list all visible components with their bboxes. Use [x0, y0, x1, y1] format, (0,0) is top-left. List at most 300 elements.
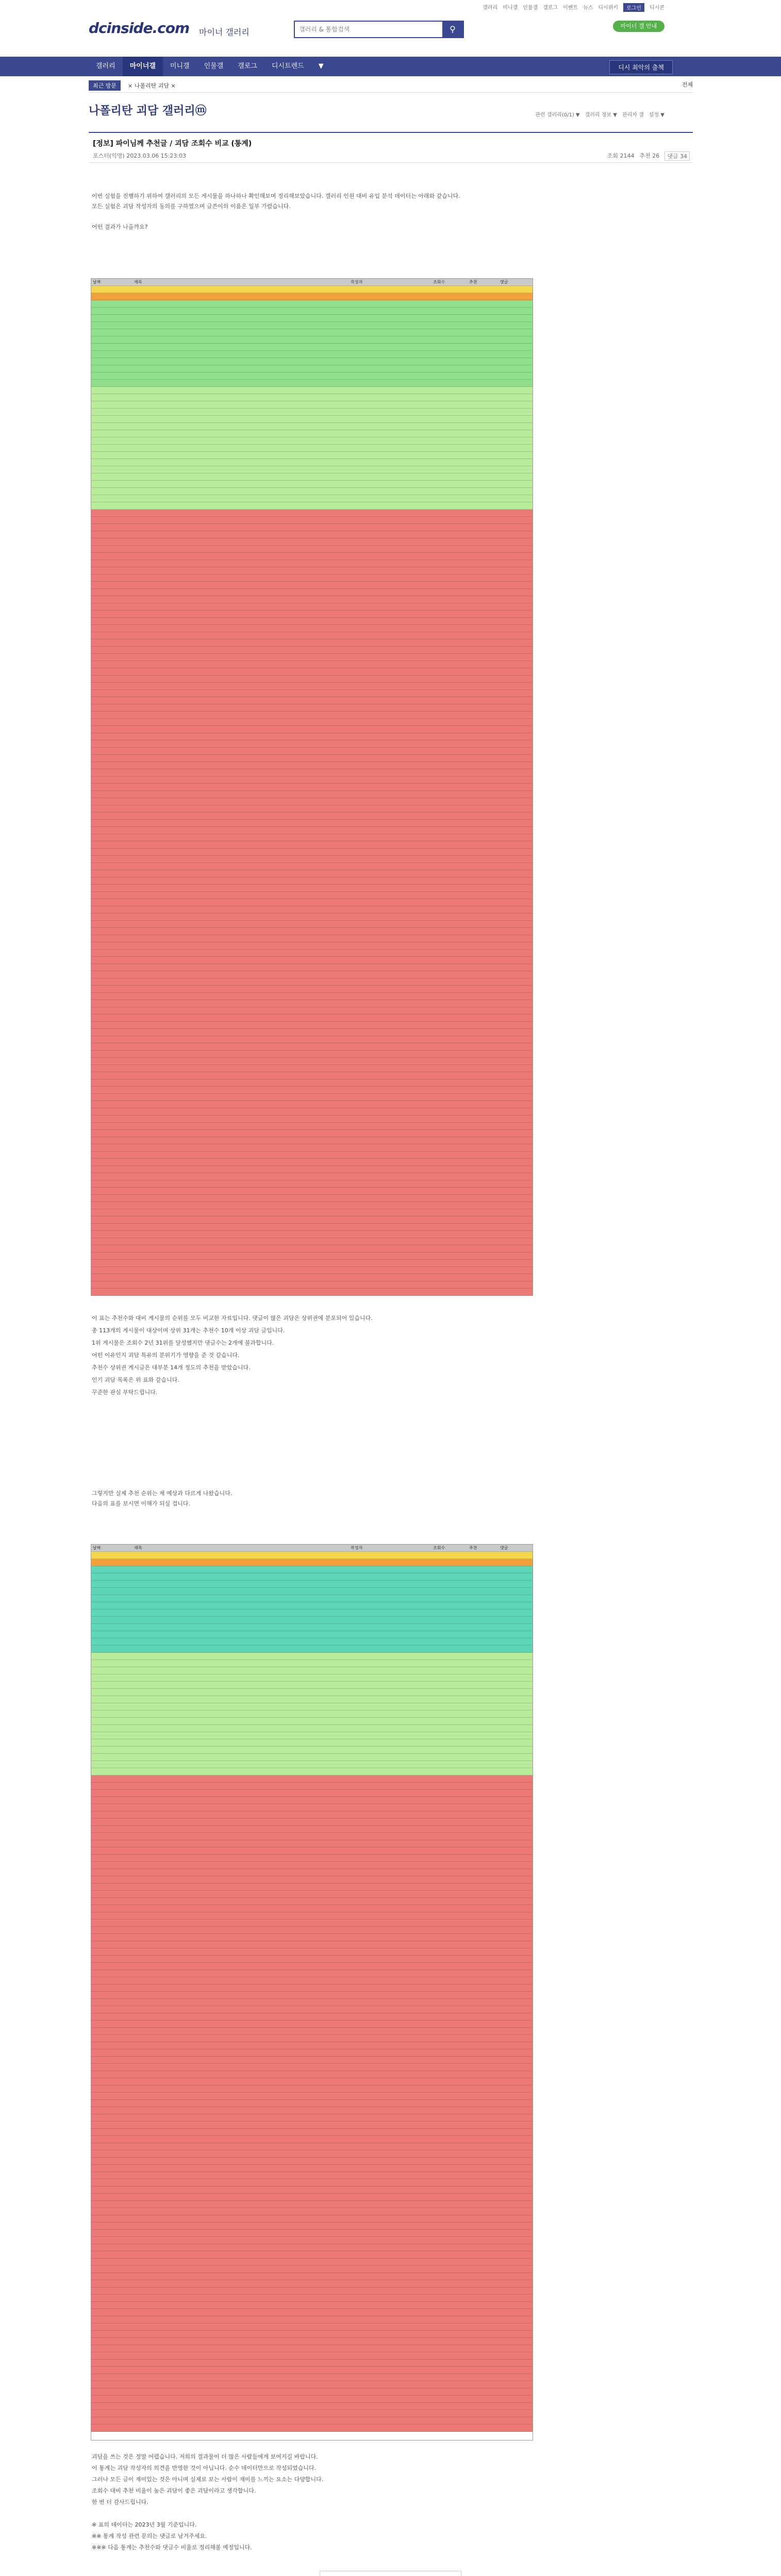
table-row — [91, 935, 533, 942]
table-row — [91, 387, 533, 394]
table-header-cell: 추천 — [469, 1546, 477, 1550]
table-row — [91, 2287, 533, 2295]
table-row — [91, 2425, 533, 2432]
table-row — [91, 437, 533, 445]
table-row — [91, 2417, 533, 2425]
table-row — [91, 776, 533, 784]
table-row — [91, 870, 533, 877]
gnb-link-2[interactable]: 인물갤 — [523, 5, 538, 11]
table-row — [91, 1768, 533, 1775]
table-row — [91, 1094, 533, 1101]
site-logo[interactable]: dcinside.com — [89, 20, 190, 37]
table-row — [91, 1682, 533, 1689]
table-row — [91, 899, 533, 906]
gnb-link-4[interactable]: 이벤트 — [563, 5, 578, 11]
table-row — [91, 971, 533, 978]
mid-line: 총 113개의 게시물이 대상이며 상위 31개는 추천수 10개 이상 괴담 글입니다. — [92, 1327, 285, 1334]
table-row — [91, 2295, 533, 2302]
table-row — [91, 1274, 533, 1281]
table-row — [91, 769, 533, 776]
table-row — [91, 2006, 533, 2013]
table-header-cell: 댓글 — [500, 1546, 508, 1550]
table-row — [91, 2309, 533, 2316]
table-row — [91, 546, 533, 553]
table-row — [91, 2302, 533, 2309]
table-row — [91, 531, 533, 538]
end-line: 그러나 모든 글이 재미있는 것은 아니며 실제로 보는 사람이 재미를 느끼는 요소는 다양합니다. — [92, 2476, 324, 2483]
table-row — [91, 481, 533, 488]
table-row — [91, 466, 533, 473]
table-row — [91, 1029, 533, 1036]
table-row — [91, 1072, 533, 1079]
stats-table-1 — [91, 278, 533, 1296]
table-row — [91, 315, 533, 322]
table-row — [91, 351, 533, 358]
table-row — [91, 2244, 533, 2251]
table-row — [91, 2223, 533, 2230]
table-row — [91, 2396, 533, 2403]
table-row — [91, 1595, 533, 1602]
table-row — [91, 1783, 533, 1790]
table-row — [91, 409, 533, 416]
table-row — [91, 2237, 533, 2244]
table-row — [91, 625, 533, 632]
table-row — [91, 1281, 533, 1289]
table-row — [91, 372, 533, 380]
table-row — [91, 834, 533, 841]
table-row — [91, 293, 533, 300]
table-row — [91, 336, 533, 344]
table-row — [91, 2201, 533, 2208]
table-row — [91, 1934, 533, 1941]
nav-item-1[interactable]: 마이너갤 — [123, 57, 163, 76]
table-row — [91, 1790, 533, 1797]
table-row — [91, 1581, 533, 1588]
table-row — [91, 308, 533, 315]
mid-line: 인기 괴담 목록은 위 표와 같습니다. — [92, 1377, 179, 1383]
table-row — [91, 697, 533, 704]
table-row — [91, 719, 533, 726]
table-row — [91, 502, 533, 510]
table-row — [91, 849, 533, 856]
table-row — [91, 1948, 533, 1956]
table-row — [91, 1862, 533, 1869]
table-row — [91, 1108, 533, 1115]
table-row — [91, 2273, 533, 2280]
table-row — [91, 582, 533, 589]
table-row — [91, 1855, 533, 1862]
table-row — [91, 1137, 533, 1144]
table-row — [91, 1130, 533, 1137]
table-row — [91, 1123, 533, 1130]
table-row — [91, 690, 533, 697]
table-row — [91, 675, 533, 683]
table-row — [91, 2143, 533, 2150]
table-row — [91, 906, 533, 913]
table-row — [91, 2388, 533, 2396]
table-row — [91, 365, 533, 372]
table-row — [91, 2086, 533, 2093]
table-row — [91, 661, 533, 668]
table-row — [91, 1761, 533, 1768]
table-header-cell: 날짜 — [93, 1546, 101, 1550]
table-row — [91, 2410, 533, 2417]
table-row — [91, 538, 533, 546]
table-row — [91, 647, 533, 654]
table-row — [91, 394, 533, 401]
search-icon[interactable]: ⚲ — [442, 22, 463, 37]
recommend-count: 추천 26 — [639, 152, 660, 159]
table-row — [91, 1905, 533, 1912]
table-row — [91, 2071, 533, 2078]
gnb-link-7[interactable]: 로그인 — [623, 3, 644, 12]
table-row — [91, 2367, 533, 2374]
table-row — [91, 553, 533, 560]
mid-line: 어떤 이유인지 괴담 특유의 분위기가 영향을 준 것 같습니다. — [92, 1352, 240, 1359]
table-row — [91, 762, 533, 769]
table-row — [91, 1710, 533, 1718]
table-row — [91, 1977, 533, 1985]
table-row — [91, 1891, 533, 1898]
table-row — [91, 1552, 533, 1559]
comment-count[interactable]: 댓글 34 — [664, 151, 690, 161]
table-row — [91, 726, 533, 733]
table-row — [91, 1927, 533, 1934]
gnb-link-3[interactable]: 갤로그 — [543, 5, 558, 11]
table-row — [91, 885, 533, 892]
table-row — [91, 654, 533, 661]
table-row — [91, 1609, 533, 1617]
table-row — [91, 2215, 533, 2223]
table-row — [91, 2266, 533, 2273]
table-row — [91, 1267, 533, 1274]
table-row — [91, 632, 533, 639]
table-row — [91, 2107, 533, 2114]
table-row — [91, 798, 533, 805]
table-row — [91, 1238, 533, 1245]
table-row — [91, 574, 533, 582]
post-header — [89, 132, 693, 163]
table-header-cell: 제목 — [134, 280, 142, 284]
post-writer[interactable]: 포스터(익명) 2023.03.06 15:23:03 — [93, 152, 187, 159]
table-row — [91, 2259, 533, 2266]
end-line: 조회수 대비 추천 비율이 높은 괴담이 좋은 괴담이라고 생각합니다. — [92, 2487, 256, 2494]
table-row — [91, 2381, 533, 2388]
nav-item-4[interactable]: 갤로그 — [238, 62, 257, 70]
table-row — [91, 1087, 533, 1094]
table-row — [91, 1151, 533, 1159]
table-row — [91, 517, 533, 524]
table-row — [91, 459, 533, 466]
post-stats — [607, 151, 690, 161]
gallery-link-0[interactable]: 관련 갤러리(0/1) ▼ — [535, 112, 580, 118]
table-row — [91, 812, 533, 820]
table-row — [91, 488, 533, 495]
search-input[interactable] — [295, 22, 439, 37]
table-row — [91, 2208, 533, 2215]
nav-item-5[interactable]: 디시트렌드 — [271, 62, 304, 70]
mid-line: 이 표는 추천수와 대비 게시물의 순위를 모두 비교한 자료입니다. 댓글이 많은 괴담은 상위권에 분포되어 있습니다. — [92, 1315, 373, 1321]
table-row — [91, 1043, 533, 1050]
main-nav — [0, 57, 781, 76]
table-row — [91, 524, 533, 531]
table-row — [91, 1000, 533, 1007]
gnb-link-8[interactable]: 디시콘 — [650, 5, 664, 11]
attendance-button[interactable]: 디시 최악의 출첵 — [609, 60, 673, 74]
end-line: 괴담을 쓰는 것은 정말 어렵습니다. 저희의 결과물이 더 많은 사람들에게 보여지길 바랍니다. — [92, 2453, 318, 2460]
table-row — [91, 1653, 533, 1660]
gallery-link-2[interactable]: 관리자 갤 — [622, 112, 644, 118]
global-nav — [483, 3, 664, 12]
table-row — [91, 1898, 533, 1905]
table-row — [91, 567, 533, 574]
table-row — [91, 2078, 533, 2086]
table-row — [91, 1660, 533, 1667]
table-row — [91, 2093, 533, 2100]
table-row — [91, 1826, 533, 1833]
table-row — [91, 344, 533, 351]
table-row — [91, 841, 533, 849]
table-row — [91, 2179, 533, 2187]
table-row — [91, 1970, 533, 1977]
table-row — [91, 1166, 533, 1173]
table-row — [91, 1617, 533, 1624]
gnb-link-0[interactable]: 갤러리 — [483, 5, 498, 11]
mid-line-emphasis: 그렇지만 실제 추천 순위는 제 예상과 다르게 나왔습니다. — [92, 1490, 232, 1497]
table-row — [91, 863, 533, 870]
table-row — [91, 827, 533, 834]
gallery-type-label: 마이너 갤러리 — [199, 27, 250, 37]
table-row — [91, 1804, 533, 1811]
table-row — [91, 2035, 533, 2042]
gnb-link-5[interactable]: 뉴스 — [583, 5, 593, 11]
table-row — [91, 1811, 533, 1819]
table-row — [91, 618, 533, 625]
table-row — [91, 1007, 533, 1014]
table-row — [91, 1703, 533, 1710]
table-row — [91, 820, 533, 827]
table-row — [91, 2158, 533, 2165]
table-row — [91, 1224, 533, 1231]
table-row — [91, 2345, 533, 2352]
table-row — [91, 1646, 533, 1653]
table-row — [91, 1188, 533, 1195]
table-row — [91, 2374, 533, 2381]
table-row — [91, 1920, 533, 1927]
table-row — [91, 1159, 533, 1166]
table-row — [91, 358, 533, 365]
table-row — [91, 495, 533, 502]
table-row — [91, 1848, 533, 1855]
table-row — [91, 1216, 533, 1224]
table-header-cell: 조회수 — [433, 1546, 445, 1550]
gallery-link-1[interactable]: 갤러리 정보 ▼ — [585, 112, 617, 118]
table-row — [91, 639, 533, 647]
table-row — [91, 1869, 533, 1876]
table-row — [91, 286, 533, 293]
table-row — [91, 755, 533, 762]
end-line: ※※ 통계 작성 관련 문의는 댓글로 남겨주세요. — [92, 2533, 207, 2539]
table-row — [91, 986, 533, 993]
table-row — [91, 2352, 533, 2360]
table-row — [91, 964, 533, 971]
table-row — [91, 1833, 533, 1840]
end-line: ※ 표의 데이터는 2023년 3월 기준입니다. — [92, 2521, 197, 2528]
table-row — [91, 1884, 533, 1891]
table-row — [91, 2331, 533, 2338]
table-row — [91, 993, 533, 1000]
table-row — [91, 2013, 533, 2021]
end-line: 한 번 더 감사드립니다. — [92, 2499, 148, 2505]
gallery-link-3[interactable]: 설정 ▼ — [649, 112, 664, 118]
table-row — [91, 1732, 533, 1739]
table-row — [91, 300, 533, 308]
table-row — [91, 784, 533, 791]
table-row — [91, 2150, 533, 2158]
table-row — [91, 473, 533, 481]
table-row — [91, 805, 533, 812]
table-row — [91, 1065, 533, 1072]
table-header-cell: 조회수 — [433, 280, 445, 284]
table-row — [91, 596, 533, 603]
end-line: ※※※ 다음 통계는 추천수와 댓글수 비율로 정리해볼 예정입니다. — [92, 2544, 252, 2551]
table-row — [91, 733, 533, 740]
table-row — [91, 2100, 533, 2107]
table-row — [91, 957, 533, 964]
table-header-cell: 날짜 — [93, 280, 101, 284]
table-row — [91, 2360, 533, 2367]
table-row — [91, 704, 533, 711]
table-row — [91, 1876, 533, 1884]
table-row — [91, 2403, 533, 2410]
table-row — [91, 1819, 533, 1826]
table-row — [91, 1739, 533, 1747]
table-row — [91, 942, 533, 950]
table-row — [91, 1115, 533, 1123]
table-row — [91, 791, 533, 798]
table-row — [91, 1667, 533, 1674]
intro-line: 이번 실험을 진행하기 위하여 갤러리의 모든 게시물을 하나하나 확인해보며 정리해보았습니다. 갤러리 인원 대비 유입 분석 데이터는 아래와 같습니다. — [92, 193, 460, 199]
table-row — [91, 1245, 533, 1252]
table-row — [91, 589, 533, 596]
table-row — [91, 1573, 533, 1581]
table-row — [91, 1058, 533, 1065]
table-row — [91, 1754, 533, 1761]
table-row — [91, 2187, 533, 2194]
table-row — [91, 2338, 533, 2345]
table-row — [91, 1718, 533, 1725]
table-header-cell: 댓글 — [500, 280, 508, 284]
mid-line: 꾸준한 관심 부탁드립니다. — [92, 1389, 158, 1396]
table-row — [91, 1036, 533, 1043]
table-header-cell: 제목 — [134, 1546, 142, 1550]
table-row — [91, 2064, 533, 2071]
table-row — [91, 1840, 533, 1848]
vote-box — [320, 2571, 461, 2576]
mid-line: 1위 게시물은 조회수 2년 31위를 달성했지만 댓글수는 2개에 불과합니다. — [92, 1340, 274, 1346]
search-box[interactable] — [294, 21, 464, 38]
nav-item-0[interactable]: 갤러리 — [96, 62, 115, 70]
table-row — [91, 2324, 533, 2331]
intro-line: 어떤 결과가 나올까요? — [92, 224, 148, 230]
table-row — [91, 913, 533, 921]
table-row — [91, 2021, 533, 2028]
table-row — [91, 1195, 533, 1202]
table-row — [91, 1689, 533, 1696]
table-row — [91, 2028, 533, 2035]
table-row — [91, 950, 533, 957]
table-row — [91, 611, 533, 618]
recent-gallery-link[interactable]: × 나폴리탄 괴담 × — [128, 82, 176, 89]
table-row — [91, 1985, 533, 1992]
table-row — [91, 1180, 533, 1188]
table-row — [91, 401, 533, 409]
table-row — [91, 2251, 533, 2259]
table-row — [91, 1797, 533, 1804]
table-row — [91, 2280, 533, 2287]
table-row — [91, 1101, 533, 1108]
table-row — [91, 1202, 533, 1209]
nav-item-3[interactable]: 인물갤 — [204, 62, 224, 70]
table-row — [91, 1559, 533, 1566]
gallery-title[interactable]: 나폴리탄 괴담 갤러리ⓜ — [89, 105, 207, 117]
table-row — [91, 2049, 533, 2057]
gnb-link-1[interactable]: 미니갤 — [503, 5, 518, 11]
table-row — [91, 2136, 533, 2143]
table-row — [91, 711, 533, 719]
table-row — [91, 1289, 533, 1296]
table-row — [91, 1588, 533, 1595]
table-row — [91, 1999, 533, 2006]
table-row — [91, 1022, 533, 1029]
table-row — [91, 2129, 533, 2136]
table-row — [91, 1079, 533, 1087]
table-row — [91, 2114, 533, 2122]
table-row — [91, 921, 533, 928]
table-row — [91, 603, 533, 611]
table-row — [91, 2172, 533, 2179]
recent-visit-tag: 최근 방문 — [89, 80, 121, 91]
table-row — [91, 740, 533, 748]
table-row — [91, 322, 533, 329]
table-row — [91, 2165, 533, 2172]
minor-gallery-guide-button[interactable]: 마이너 갤 안내 — [613, 21, 664, 32]
table-row — [91, 1624, 533, 1631]
table-row — [91, 560, 533, 567]
table-row — [91, 856, 533, 863]
recent-visit-bar — [89, 78, 693, 93]
table-header-cell: 추천 — [469, 280, 477, 284]
table-row — [91, 1638, 533, 1646]
gallery-links — [535, 110, 664, 118]
table-row — [91, 329, 533, 336]
nav-item-6[interactable]: ▼ — [318, 62, 324, 70]
gnb-link-6[interactable]: 디시위키 — [598, 5, 619, 11]
post-title: [정보] 파이님께 추천글 / 괴담 조회수 비교 (통계) — [93, 140, 252, 148]
table-row — [91, 1014, 533, 1022]
table-row — [91, 1963, 533, 1970]
table-row — [91, 1725, 533, 1732]
nav-item-2[interactable]: 미니갤 — [170, 62, 190, 70]
table-row — [91, 2122, 533, 2129]
table-row — [91, 978, 533, 986]
table-row — [91, 1144, 533, 1151]
table-row — [91, 380, 533, 387]
table-row — [91, 2194, 533, 2201]
recent-visit-all-button[interactable]: 전체 — [682, 81, 693, 88]
view-count: 조회 2144 — [607, 152, 635, 159]
table-row — [91, 1912, 533, 1920]
